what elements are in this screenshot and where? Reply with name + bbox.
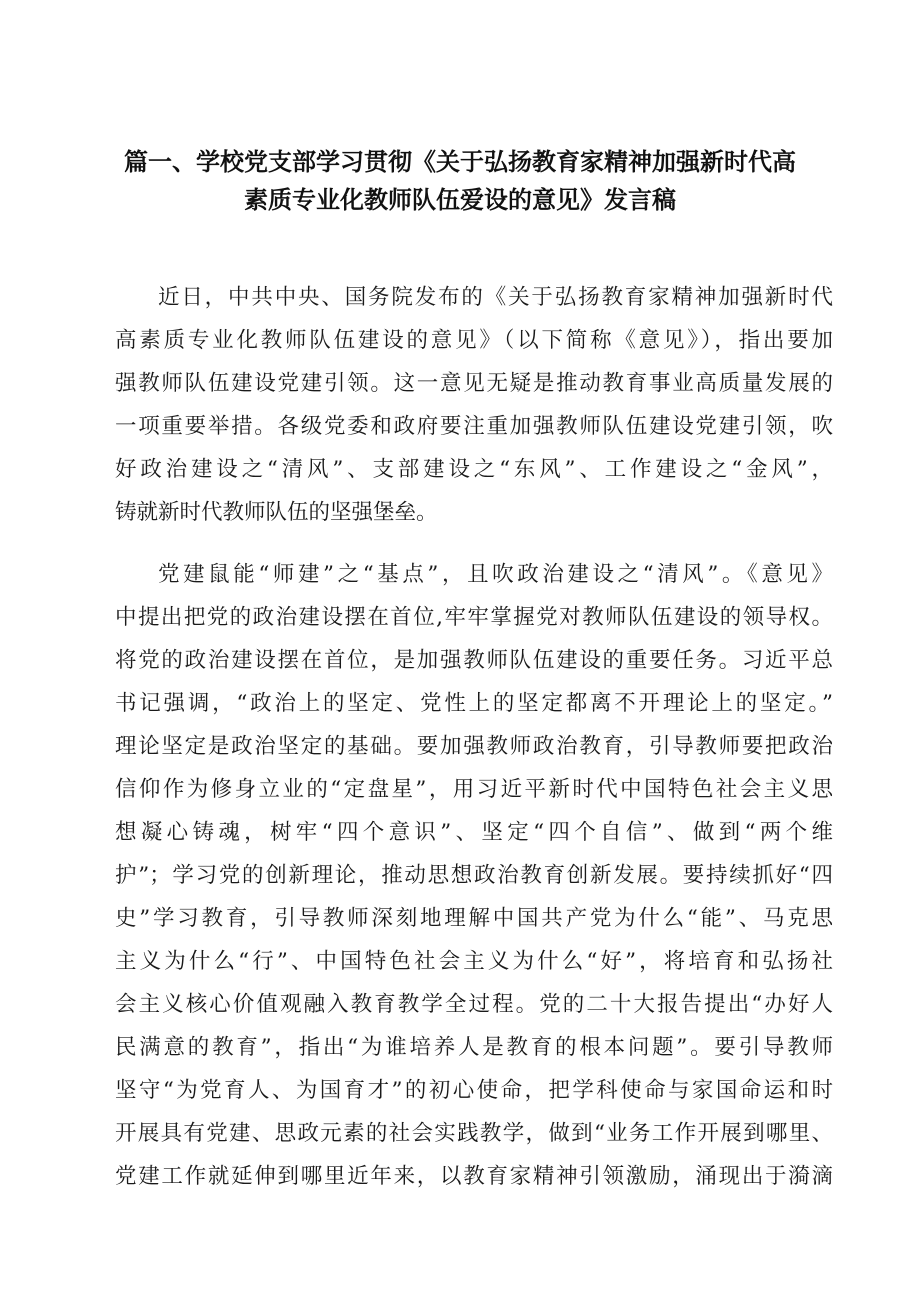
paragraph-line: 护”；学习党的创新理论，推动思想政治教育创新发展。要持续抓好“四 bbox=[115, 863, 833, 888]
paragraph-line: 一项重要举措。各级党委和政府要注重加强教师队伍建设党建引领，吹 bbox=[115, 414, 833, 439]
paragraph-line: 会主义核心价值观融入教育教学全过程。党的二十大报告提出“办好人 bbox=[115, 992, 833, 1017]
paragraph-line: 强教师队伍建设党建引领。这一意见无疑是推动教育事业高质量发展的 bbox=[115, 371, 833, 396]
paragraph-line: 好政治建设之“清风”、支部建设之“东风”、工作建设之“金风”， bbox=[115, 457, 833, 482]
paragraph-line: 党建鼠能“师建”之“基点”，且吹政治建设之“清风”。《意见》 bbox=[158, 562, 833, 587]
paragraph-line: 想凝心铸魂，树牢“四个意识”、坚定“四个自信”、做到“两个维 bbox=[115, 820, 833, 845]
paragraph-line: 党建工作就延伸到哪里近年来，以教育家精神引领激励，涌现出于漪滴 bbox=[115, 1164, 833, 1189]
paragraph-line: 信仰作为修身立业的“定盘星”，用习近平新时代中国特色社会主义思 bbox=[115, 777, 833, 802]
paragraph-line: 主义为什么“行”、中国特色社会主义为什么“好”，将培育和弘扬社 bbox=[115, 949, 833, 974]
paragraph-line: 史”学习教育，引导教师深刻地理解中国共产党为什么“能”、马克思 bbox=[115, 906, 833, 931]
paragraph-line: 高素质专业化教师队伍建设的意见》（以下简称《意见》），指出要加 bbox=[115, 328, 833, 353]
paragraph-line: 民满意的教育”，指出“为谁培养人是教育的根本问题”。要引导教师 bbox=[115, 1035, 833, 1060]
paragraph-line: 坚守“为党育人、为国育才”的初心使命，把学科使命与家国命运和时 bbox=[115, 1078, 833, 1103]
document-title-line-1: 篇一、学校党支部学习贯彻《关于弘扬教育家精神加强新时代高 bbox=[124, 148, 796, 176]
paragraph-line: 理论坚定是政治坚定的基础。要加强教师政治教育，引导教师要把政治 bbox=[115, 734, 833, 759]
paragraph-line: 开展具有党建、思政元素的社会实践教学，做到“业务工作开展到哪里、 bbox=[115, 1121, 833, 1146]
paragraph-line: 书记强调，“政治上的坚定、党性上的坚定都离不开理论上的坚定。” bbox=[115, 691, 833, 716]
paragraph-line: 中提出把党的政治建设摆在首位,牢牢掌握党对教师队伍建设的领导权。 bbox=[115, 605, 833, 630]
document-title-line-2: 素质专业化教师队伍爱设的意见》发言稿 bbox=[244, 186, 676, 214]
paragraph-line: 近日，中共中央、国务院发布的《关于弘扬教育家精神加强新时代 bbox=[158, 285, 833, 310]
paragraph-line: 铸就新时代教师队伍的坚强堡垒。 bbox=[115, 500, 438, 525]
paragraph-line: 将党的政治建设摆在首位，是加强教师队伍建设的重要任务。习近平总 bbox=[115, 648, 833, 673]
